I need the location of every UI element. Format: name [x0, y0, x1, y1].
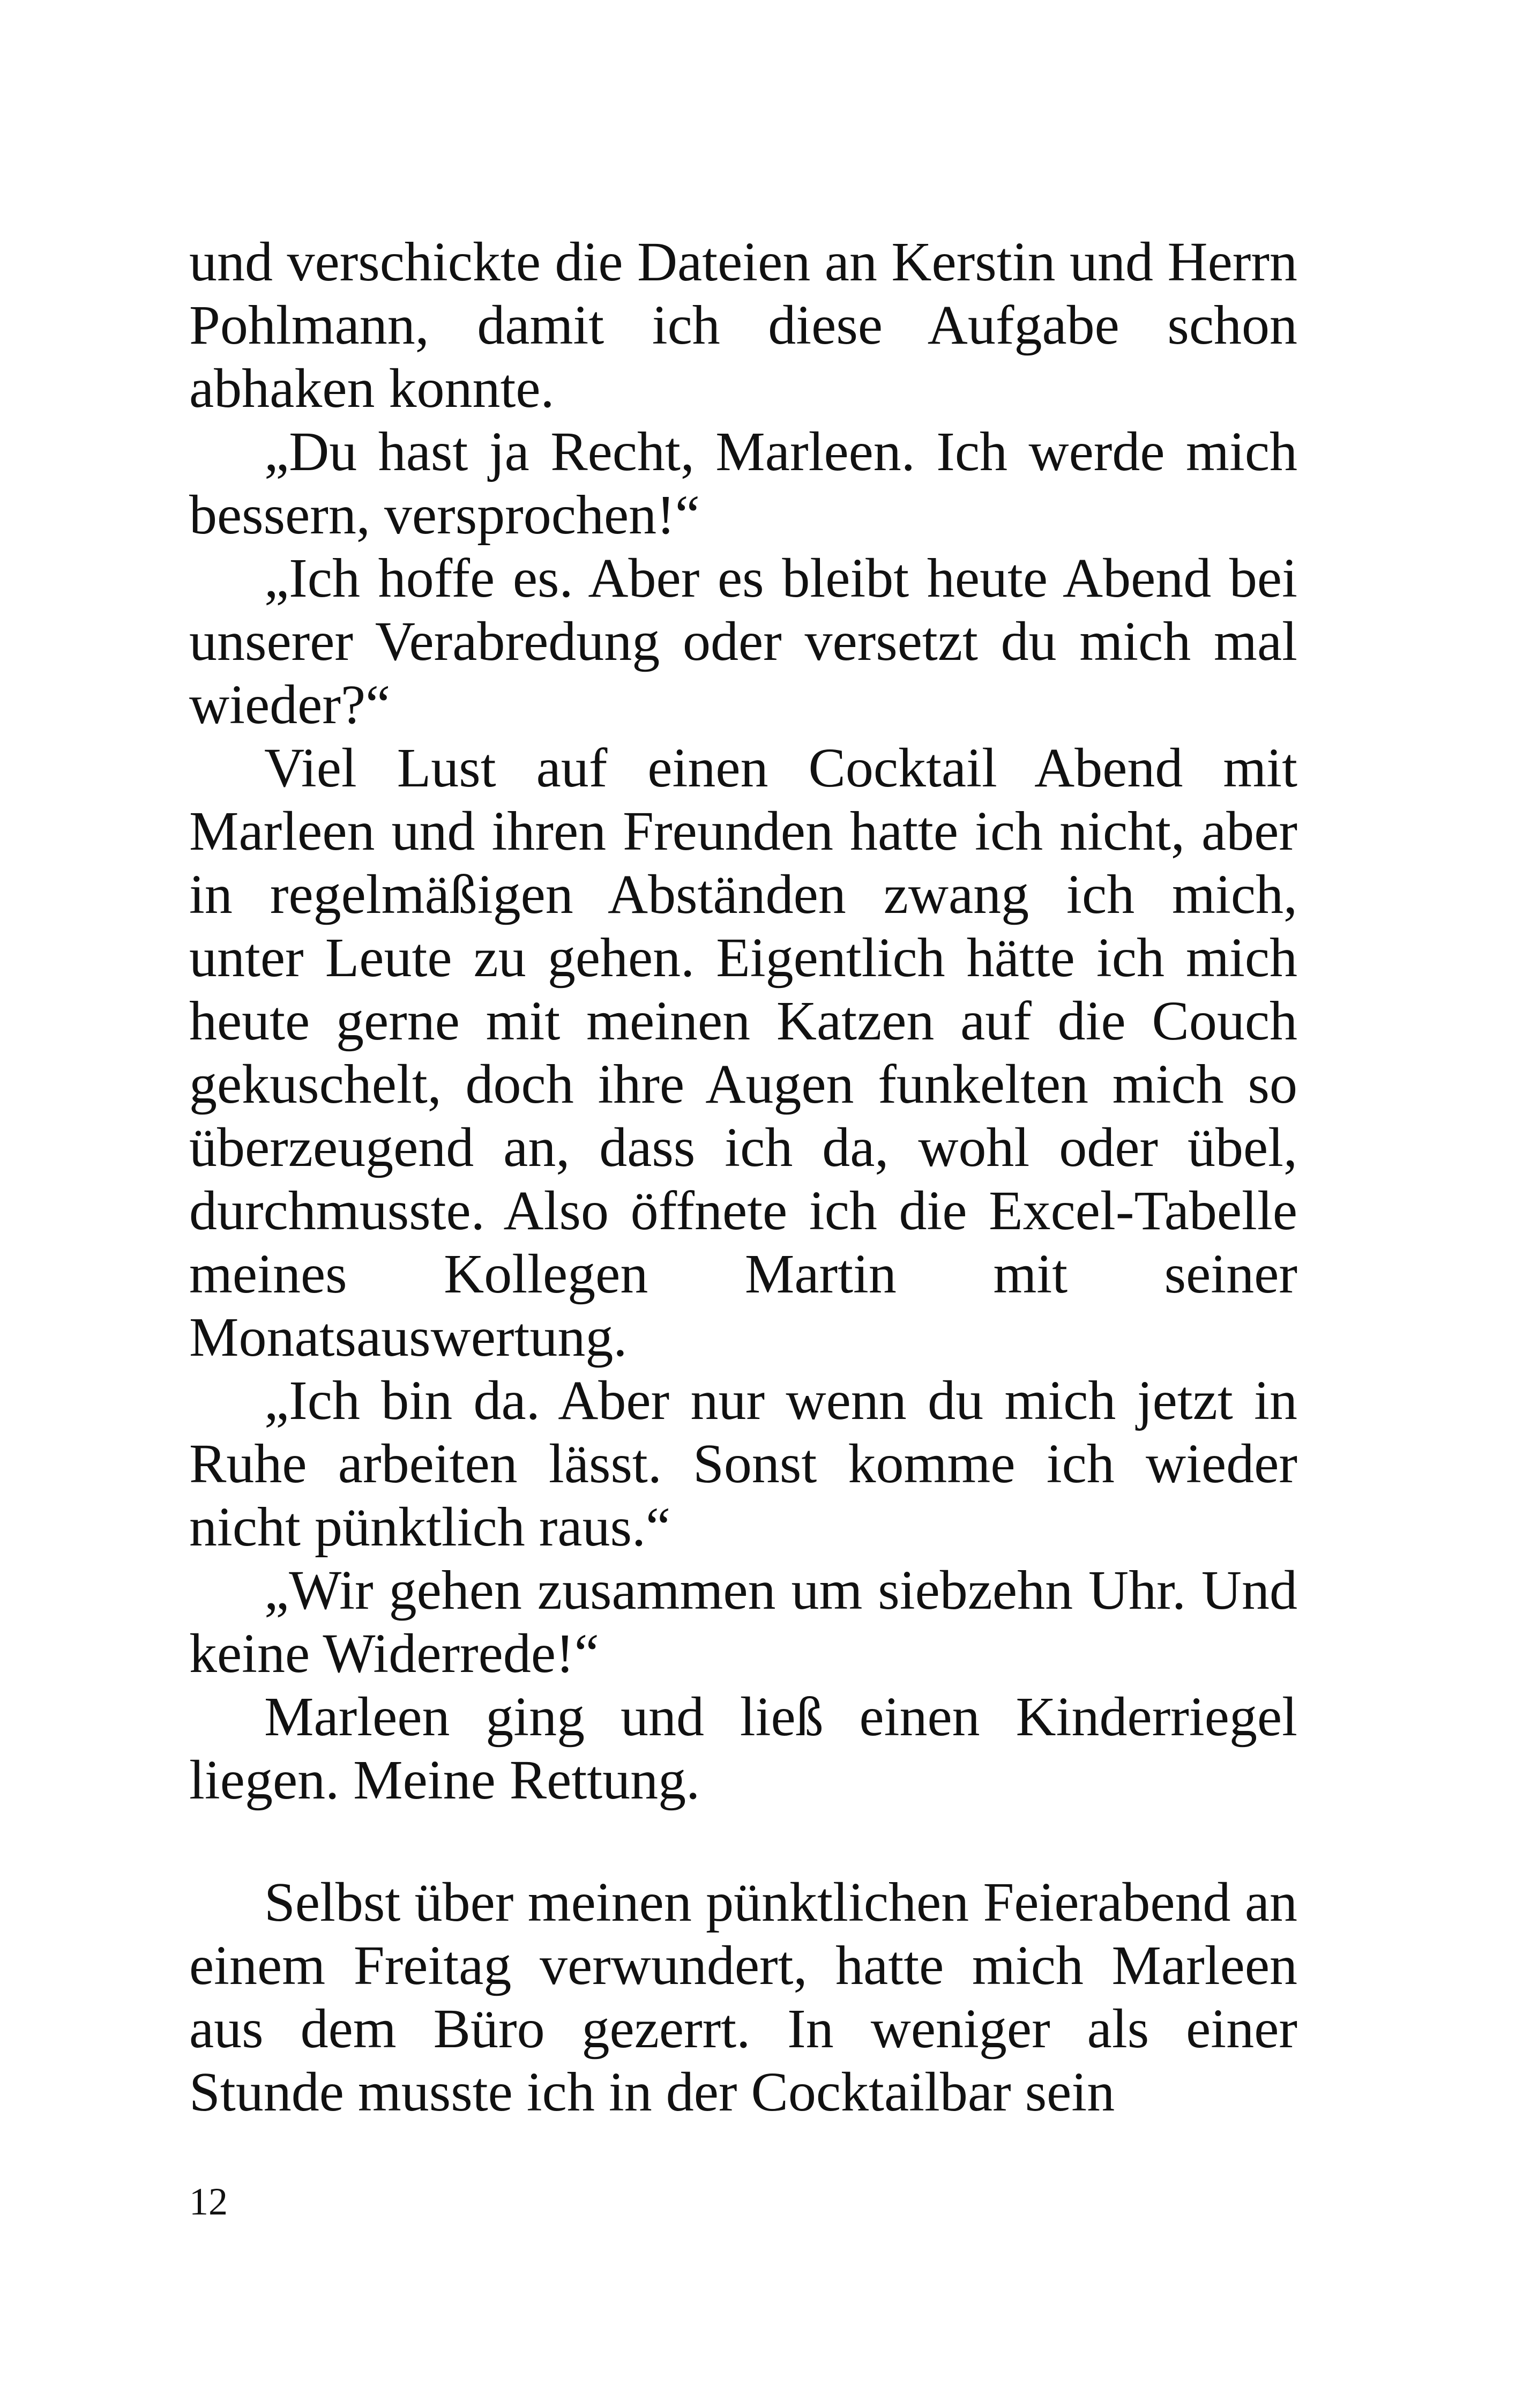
- paragraph: Viel Lust auf einen Cocktail Abend mit Marleen und ihren Freunden hatte ich nicht, aber in regelmäßigen Abständen zwang ich mich, unter Leute zu gehen. Eigentlich hätte ich mich heute gerne mit meinen Katzen auf die Couch gekuschelt, doch ihre Augen funkelten mich so überzeugend an, dass ich da, wohl oder übel, durchmusste. Also öffnete ich die Excel-Tabelle meines Kollegen Martin mit seiner Monatsauswertung.: [189, 737, 1297, 1368]
- paragraph: „Ich bin da. Aber nur wenn du mich jetzt in Ruhe arbeiten lässt. Sonst komme ich wieder nicht pünktlich raus.“: [189, 1370, 1297, 1558]
- paragraph: „Ich hoffe es. Aber es bleibt heute Abend bei unserer Verabredung oder versetzt du mich mal wieder?“: [189, 547, 1297, 735]
- paragraph: Selbst über meinen pünktlichen Feierabend an einem Freitag verwundert, hatte mich Marleen aus dem Büro gezerrt. In weniger als einer Stunde musste ich in der Cocktailbar sein: [189, 1871, 1297, 2123]
- paragraph: Marleen ging und ließ einen Kinderriegel liegen. Meine Rettung.: [189, 1686, 1297, 1811]
- paragraph: „Wir gehen zusammen um siebzehn Uhr. Und keine Widerrede!“: [189, 1559, 1297, 1684]
- text-section-1: [189, 231, 1297, 1812]
- paragraph: „Du hast ja Recht, Marleen. Ich werde mich bessern, versprochen!“: [189, 421, 1297, 546]
- page-number: 12: [189, 2180, 228, 2223]
- paragraph: und verschickte die Dateien an Kerstin und Herrn Pohlmann, damit ich diese Aufgabe schon abhaken konnte.: [189, 231, 1297, 419]
- text-section-2: [189, 1871, 1297, 2124]
